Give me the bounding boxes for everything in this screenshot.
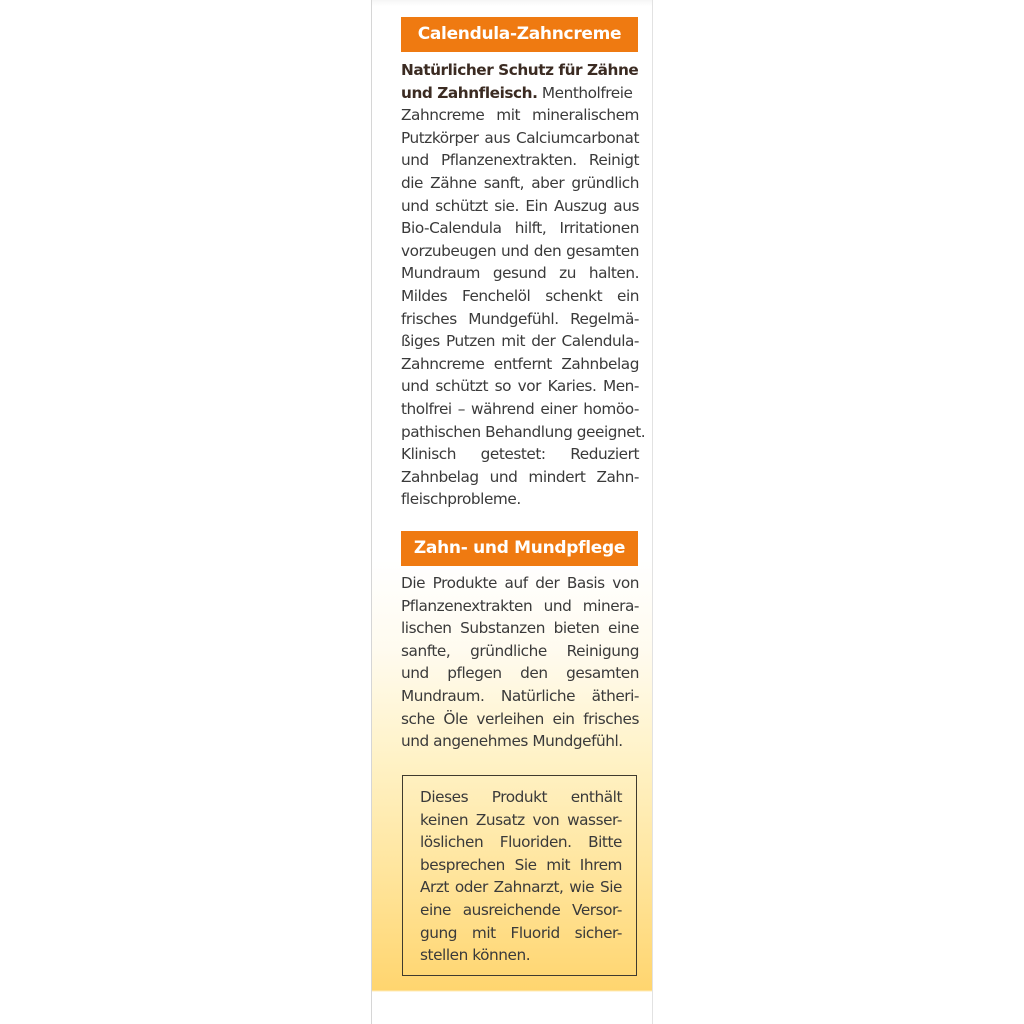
mundpflege-line: sanfte, gründliche Reinigung [401, 641, 639, 660]
mundpflege-line: Pflanzenextrakten und minera- [401, 596, 639, 615]
mundpflege-line: Die Produkte auf der Basis von [401, 574, 639, 592]
description-line: vorzubeugen und den gesamten [401, 241, 639, 260]
description-line: Zahncreme mit mineralischem [401, 106, 639, 125]
description-line: Zahncreme entfernt Zahnbelag [401, 354, 639, 373]
description-line: ßiges Putzen mit der Calendula- [401, 332, 639, 351]
notice-line: stellen können. [420, 946, 531, 965]
calendula-description [401, 59, 646, 511]
notice-line: Arzt oder Zahnarzt, wie Sie [420, 878, 622, 897]
mundpflege-description [401, 572, 639, 753]
description-line: fleischprobleme. [401, 490, 521, 509]
description-line: tholfrei – während einer homöo- [401, 399, 639, 418]
description-line: Mildes Fenchelöl schenkt ein [401, 286, 639, 305]
description-line: und Pflanzenextrakten. Reinigt [401, 151, 639, 170]
description-line: frisches Mundgefühl. Regelmä- [401, 309, 639, 328]
description-line: die Zähne sanft, aber gründlich [401, 173, 639, 192]
mundpflege-line: und pflegen den gesamten [401, 664, 639, 683]
product-side-panel [371, 0, 653, 1024]
fluoride-notice-box [402, 775, 637, 976]
mundpflege-line: und angenehmes Mundgefühl. [401, 732, 623, 751]
mundpflege-line: Mundraum. Natürliche ätheri- [401, 686, 639, 705]
description-text: Mentholfreie [537, 83, 633, 102]
description-line: Putzkörper aus Calciumcarbonat [401, 128, 639, 147]
fluoride-notice-text [420, 786, 622, 967]
description-bold-lead: Natürlicher Schutz für Zähne [401, 61, 639, 79]
section-heading-zahn-mundpflege: Zahn- und Mundpflege [401, 531, 638, 566]
mundpflege-line: lischen Substanzen bieten eine [401, 619, 639, 638]
description-line: Klinisch getestet: Reduziert [401, 445, 639, 464]
description-line: Mundraum gesund zu halten. [401, 264, 639, 283]
description-line [401, 59, 639, 82]
section-heading-calendula: Calendula-Zahncreme [401, 17, 638, 52]
notice-line: gung mit Fluorid sicher- [420, 923, 622, 942]
notice-line: eine ausreichende Versor- [420, 900, 622, 919]
panel-top-shade [372, 0, 652, 6]
description-line: und schützt so vor Karies. Men- [401, 377, 639, 396]
description-line [401, 82, 639, 105]
description-bold-lead: und Zahnfleisch. [401, 83, 538, 102]
description-line: und schützt sie. Ein Auszug aus [401, 196, 639, 215]
description-line: Bio-Calendula hilft, Irritationen [401, 219, 639, 238]
notice-line: löslichen Fluoriden. Bitte [420, 833, 622, 852]
description-line: pathischen Behandlung geeignet. [401, 422, 646, 441]
mundpflege-line: sche Öle verleihen ein frisches [401, 709, 639, 728]
notice-line: besprechen Sie mit Ihrem [420, 855, 622, 874]
notice-line: keinen Zusatz von wasser- [420, 810, 622, 829]
description-line: Zahnbelag und mindert Zahn- [401, 467, 639, 486]
notice-line: Dieses Produkt enthält [420, 788, 622, 806]
